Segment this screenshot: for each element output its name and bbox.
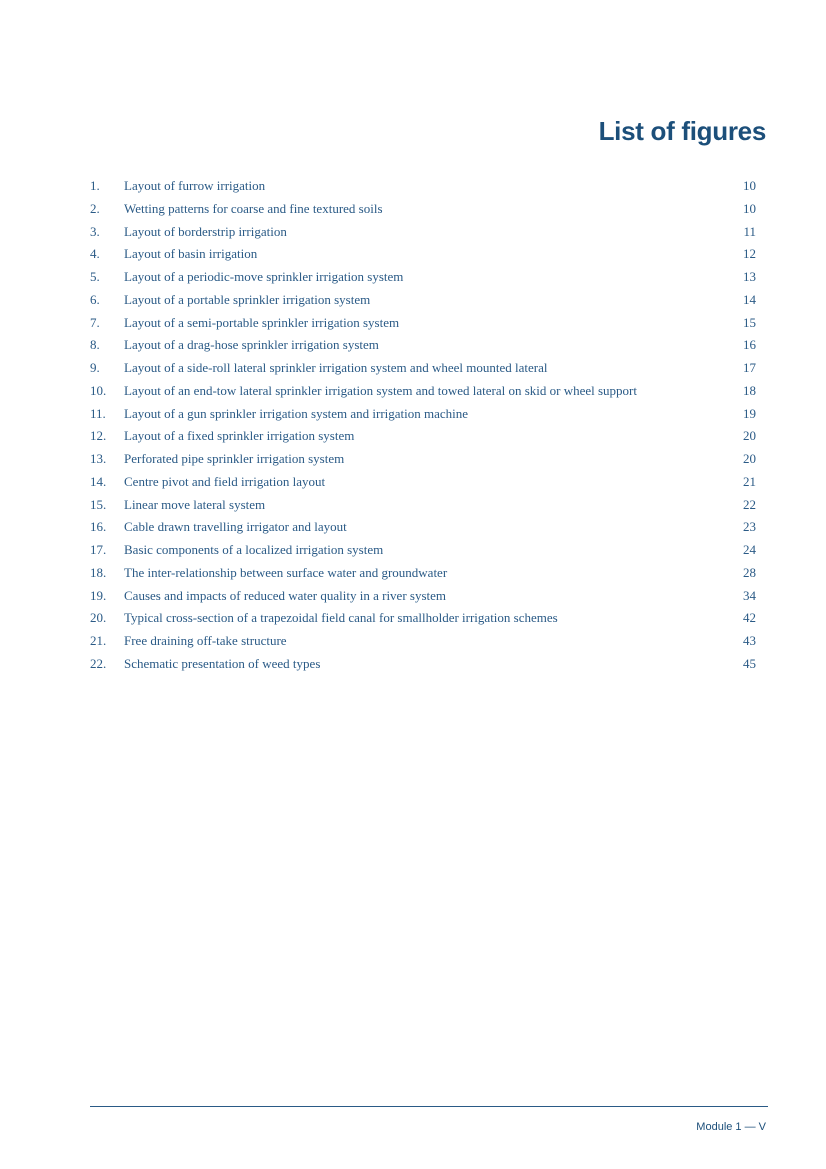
figure-entry[interactable] [90,451,756,474]
figure-title: Layout of a gun sprinkler irrigation system and irrigation machine [124,405,469,421]
figure-title: Basic components of a localized irrigation system [124,542,384,557]
page-footer: Module 1 — V [696,1121,766,1133]
figure-page-number: 15 [743,314,756,330]
figure-title: Layout of furrow irrigation [124,178,266,193]
figure-number: 22. [90,655,107,671]
figure-title: Cable drawn travelling irrigator and layout [124,519,347,535]
figure-page-number: 24 [743,542,756,557]
figure-title: Causes and impacts of reduced water quality in a river system [124,587,447,603]
figure-title: Layout of borderstrip irrigation [124,223,287,239]
figure-entry[interactable] [90,383,756,406]
figure-page-number: 28 [743,564,756,580]
page-title: List of figures [598,116,766,146]
figure-number: 16. [90,519,107,535]
figure-entry[interactable] [90,428,756,451]
figure-number: 17. [90,542,107,557]
figure-title: Centre pivot and field irrigation layout [124,473,326,489]
figure-number: 19. [90,587,107,603]
figure-number: 20. [90,610,107,626]
figure-title: Layout of basin irrigation [124,246,258,262]
figure-entry[interactable] [90,246,756,269]
figure-title: The inter-relationship between surface water and groundwater [124,564,448,580]
figure-number: 1. [90,178,100,193]
figure-list [90,178,756,679]
figure-number: 7. [90,314,100,330]
figure-number: 12. [90,428,107,444]
figure-number: 6. [90,291,100,307]
figure-entry[interactable] [90,565,756,588]
figure-number: 18. [90,564,107,580]
figure-page-number: 18 [743,382,756,398]
figure-entry[interactable] [90,292,756,315]
figure-number: 21. [90,633,107,648]
figure-number: 8. [90,337,100,353]
figure-title: Perforated pipe sprinkler irrigation system [124,451,345,466]
figure-title: Layout of a semi-portable sprinkler irrigation system [124,314,400,330]
figure-page-number: 14 [743,291,756,307]
figure-entry[interactable] [90,315,756,338]
figure-page-number: 16 [743,337,756,353]
figure-number: 5. [90,269,100,284]
figure-title: Layout of a fixed sprinkler irrigation system [124,428,355,444]
figure-entry[interactable] [90,474,756,497]
figure-page-number: 22 [743,496,756,512]
figure-entry[interactable] [90,201,756,224]
figure-page-number: 45 [743,655,756,671]
figure-entry[interactable] [90,588,756,611]
figure-entry[interactable] [90,178,756,201]
figure-entry[interactable] [90,406,756,429]
figure-page-number: 10 [743,200,756,216]
figure-title: Layout of a side-roll lateral sprinkler irrigation system and wheel mounted lateral [124,360,548,375]
figure-entry[interactable] [90,633,756,656]
figure-page-number: 21 [743,473,756,489]
figure-number: 13. [90,451,107,466]
figure-page-number: 11 [743,223,756,239]
figure-entry[interactable] [90,269,756,292]
figure-title: Typical cross-section of a trapezoidal field canal for smallholder irrigation schemes [124,610,558,626]
figure-title: Layout of a periodic-move sprinkler irrigation system [124,269,404,284]
figure-number: 15. [90,496,107,512]
figure-entry[interactable] [90,519,756,542]
figure-page-number: 34 [743,587,756,603]
figure-number: 3. [90,223,100,239]
figure-page-number: 12 [743,246,756,262]
figure-page-number: 43 [743,633,756,648]
figure-entry[interactable] [90,656,756,679]
figure-page-number: 10 [743,178,756,193]
figure-entry[interactable] [90,497,756,520]
figure-number: 11. [90,405,106,421]
figure-title: Linear move lateral system [124,496,266,512]
figure-entry[interactable] [90,224,756,247]
figure-page-number: 13 [743,269,756,284]
figure-number: 10. [90,382,107,398]
figure-entry[interactable] [90,360,756,383]
figure-page-number: 20 [743,451,756,466]
figure-page-number: 17 [743,360,756,375]
figure-entry[interactable] [90,337,756,360]
figure-entry[interactable] [90,542,756,565]
figure-title: Layout of an end-tow lateral sprinkler irrigation system and towed lateral on skid or wheel support [124,382,637,398]
figure-title: Schematic presentation of weed types [124,655,321,671]
figure-number: 9. [90,360,100,375]
figure-page-number: 23 [743,519,756,535]
figure-title: Free draining off-take structure [124,633,287,648]
figure-number: 4. [90,246,100,262]
figure-page-number: 42 [743,610,756,626]
figure-number: 14. [90,473,107,489]
figure-title: Layout of a portable sprinkler irrigation system [124,291,371,307]
figure-page-number: 20 [743,428,756,444]
figure-page-number: 19 [743,405,756,421]
footer-divider [90,1106,768,1107]
figure-number: 2. [90,200,100,216]
figure-title: Wetting patterns for coarse and fine textured soils [124,200,383,216]
figure-entry[interactable] [90,610,756,633]
figure-title: Layout of a drag-hose sprinkler irrigation system [124,337,379,353]
